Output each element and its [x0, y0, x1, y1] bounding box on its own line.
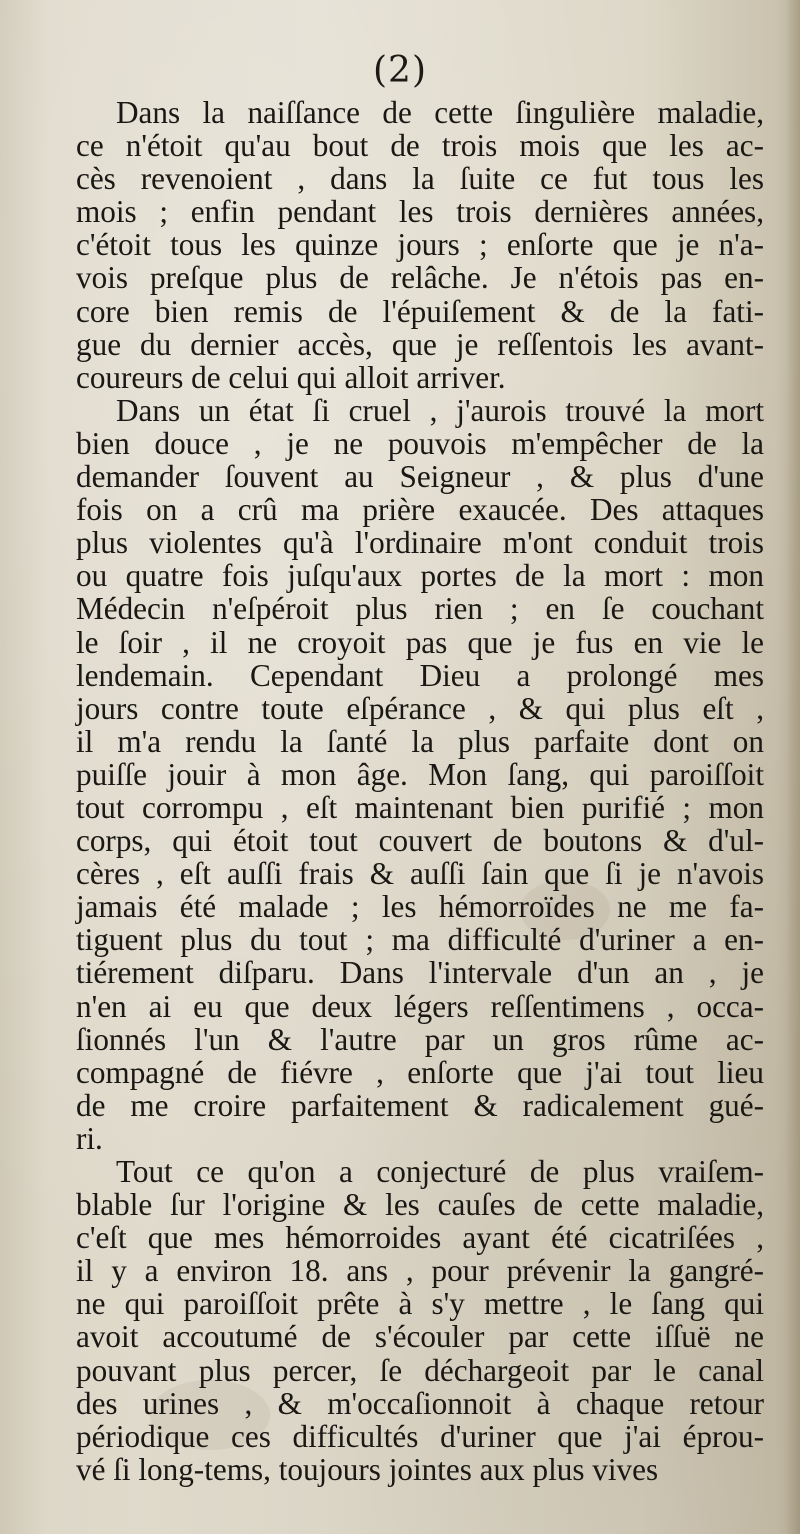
text-line: ne qui paroiſſoit prête à s'y mettre , le ſang qui — [76, 1286, 764, 1322]
text-line: fois on a crû ma prière exaucée. Des attaques — [76, 492, 764, 528]
body-text — [76, 96, 764, 1486]
text-line: des urines , & m'occaſionnoit à chaque retour — [76, 1385, 764, 1421]
text-line: plus violentes qu'à l'ordinaire m'ont conduit trois — [76, 525, 764, 561]
text-line: pouvant plus percer, ſe déchargeoit par le canal — [76, 1352, 764, 1388]
text-line: Dans un état ſi cruel , j'aurois trouvé la mort — [116, 392, 764, 428]
text-line: bien douce , je ne pouvois m'empêcher de la — [76, 425, 764, 461]
text-line: gue du dernier accès, que je reſſentois les avant- — [76, 326, 764, 362]
text-line: le ſoir , il ne croyoit pas que je fus en vie le — [76, 624, 764, 660]
paragraph-2 — [76, 394, 764, 1155]
text-line: ou quatre fois juſqu'aux portes de la mort : mon — [76, 558, 764, 594]
text-line: ce n'étoit qu'au bout de trois mois que les ac- — [76, 128, 764, 164]
text-line: Dans la naiſſance de cette ſingulière maladie, — [116, 95, 764, 130]
text-line: vé ſi long-tems, toujours jointes aux plus vives — [76, 1451, 659, 1487]
text-line: jours contre toute eſpérance , & qui plus eſt , — [76, 690, 764, 726]
text-line: puiſſe jouir à mon âge. Mon ſang, qui paroiſſoit — [76, 756, 764, 792]
text-line: blable ſur l'origine & les cauſes de cette maladie, — [76, 1187, 764, 1223]
text-line: n'en ai eu que deux légers reſſentimens , occa- — [76, 988, 764, 1024]
text-line: lendemain. Cependant Dieu a prolongé mes — [76, 657, 764, 693]
text-line: Tout ce qu'on a conjecturé de plus vraiſem- — [116, 1154, 764, 1189]
paragraph-1 — [76, 96, 764, 394]
text-line: ſionnés l'un & l'autre par un gros rûme ac- — [76, 1021, 764, 1057]
text-line: tout corrompu , eſt maintenant bien purifié ; mon — [76, 789, 764, 825]
text-line: périodique ces difficultés d'uriner que j'ai éprou- — [76, 1418, 764, 1454]
text-line: core bien remis de l'épuiſement & de la fati- — [76, 293, 764, 329]
text-line: avoit accoutumé de s'écouler par cette iſſuë ne — [76, 1319, 764, 1355]
page-number: (2) — [373, 50, 427, 91]
text-line: il m'a rendu la ſanté la plus parfaite dont on — [76, 723, 764, 759]
paragraph-3 — [76, 1155, 764, 1486]
text-line: c'étoit tous les quinze jours ; enſorte que je n'a- — [76, 227, 764, 263]
text-line: demander ſouvent au Seigneur , & plus d'une — [76, 459, 764, 495]
text-line: c'eſt que mes hémorroides ayant été cicatriſées , — [76, 1220, 764, 1256]
text-line: compagné de fiévre , enſorte que j'ai tout lieu — [76, 1054, 764, 1090]
text-line: tiérement diſparu. Dans l'intervale d'un an , je — [76, 955, 764, 991]
text-line: tiguent plus du tout ; ma difficulté d'uriner a en- — [76, 922, 764, 958]
text-line: cès revenoient , dans la ſuite ce fut tous les — [76, 161, 764, 197]
text-line: mois ; enfin pendant les trois dernières années, — [76, 194, 764, 230]
text-line: vois preſque plus de relâche. Je n'étois pas en- — [76, 260, 764, 296]
page-edge-shadow — [786, 0, 800, 1534]
text-line: il y a environ 18. ans , pour prévenir la gangré- — [76, 1253, 764, 1289]
text-line: corps, qui étoit tout couvert de boutons & d'ul- — [76, 823, 764, 859]
text-line: de me croire parfaitement & radicalement gué- — [76, 1087, 764, 1123]
text-line: coureurs de celui qui alloit arriver. — [76, 359, 506, 395]
text-line: Médecin n'eſpéroit plus rien ; en ſe couchant — [76, 591, 764, 627]
text-line: cères , eſt auſſi frais & auſſi ſain que ſi je n'avois — [76, 856, 764, 892]
text-line: jamais été malade ; les hémorroïdes ne me fa- — [76, 889, 764, 925]
text-line: ri. — [76, 1120, 103, 1156]
